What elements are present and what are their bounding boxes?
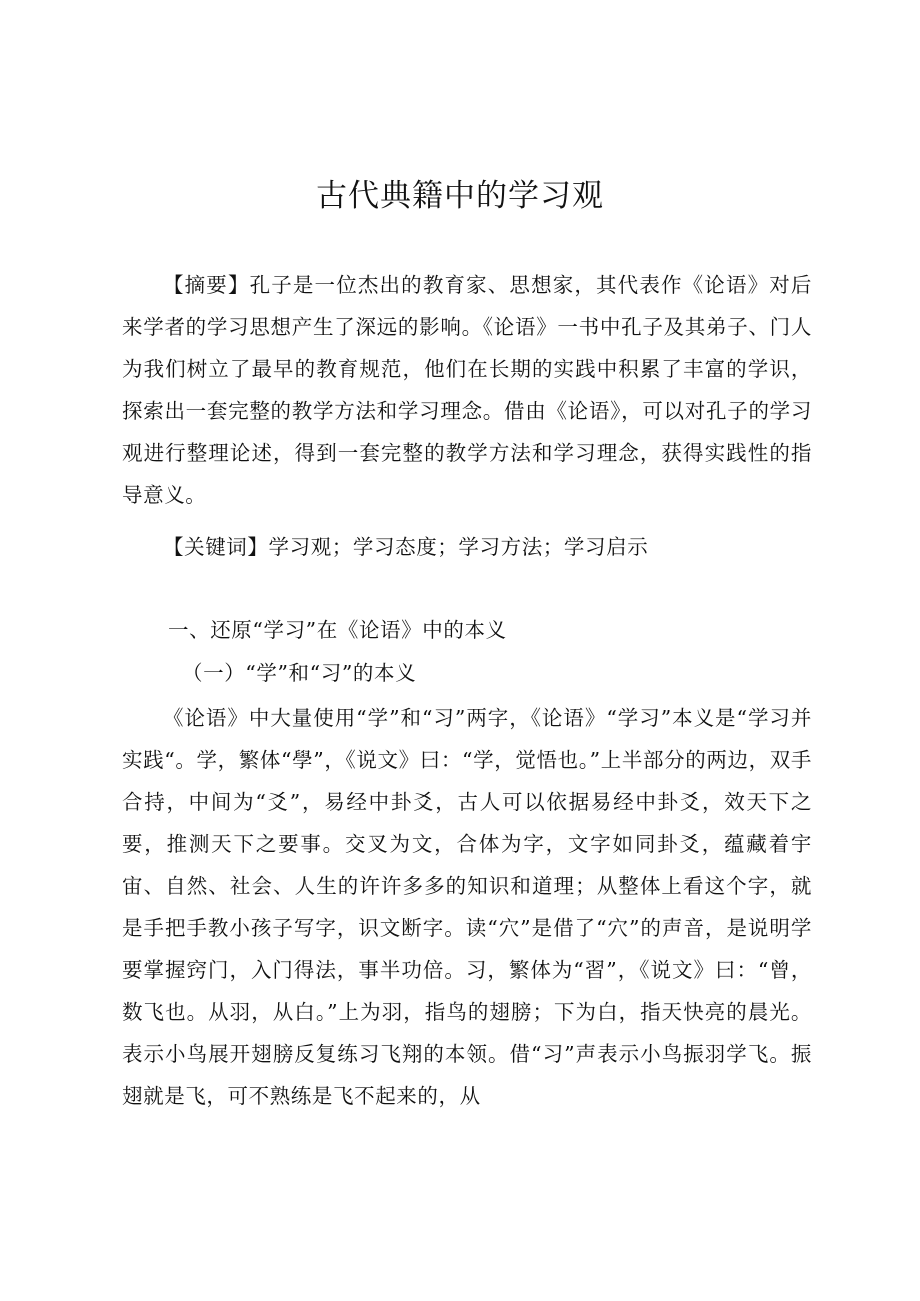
section-heading: 一、还原“学习”在《论语》中的本义: [168, 618, 507, 642]
document-title: 古代典籍中的学习观: [316, 178, 604, 214]
abstract-paragraph: 【摘要】孔子是一位杰出的教育家、思想家，其代表作《论语》对后来学者的学习思想产生了深远的影响。《论语》一书中孔子及其弟子、门人为我们树立了最早的教育规范，他们在长期的实践中积累了丰富的学识，探索出一套完整的教学方法和学习理念。借由《论语》，可以对孔子的学习观进行整理论述，得到一套完整的教学方法和学习理念，获得实践性的指导意义。: [122, 273, 812, 507]
keywords-line: 【关键词】学习观；学习态度；学习方法；学习启示: [163, 535, 649, 559]
body-paragraph: 《论语》中大量使用“学”和“习”两字，《论语》“学习”本义是“学习并实践“。学，繁体“學”，《说文》曰：“学，觉悟也。”上半部分的两边，双手合持，中间为“爻”，易经中卦爻，古人可以依据易经中卦爻，效天下之要，推测天下之要事。交叉为文，合体为字，文字如同卦爻，蕴藏着宇宙、自然、社会、人生的许许多多的知识和道理；从整体上看这个字，就是手把手教小孩子写字，识文断字。读“穴”是借了“穴”的声音，是说明学要掌握窍门，入门得法，事半功倍。习，繁体为“習”，《说文》曰：“曾，数飞也。从羽，从白。”上为羽，指鸟的翅膀；下为白，指天快亮的晨光。表示小鸟展开翅膀反复练习飞翔的本领。借“习”声表示小鸟振羽学飞。振翅就是飞，可不熟练是飞不起来的，从: [122, 706, 812, 1108]
subsection-heading: （一）“学”和“习”的本义: [182, 661, 417, 685]
